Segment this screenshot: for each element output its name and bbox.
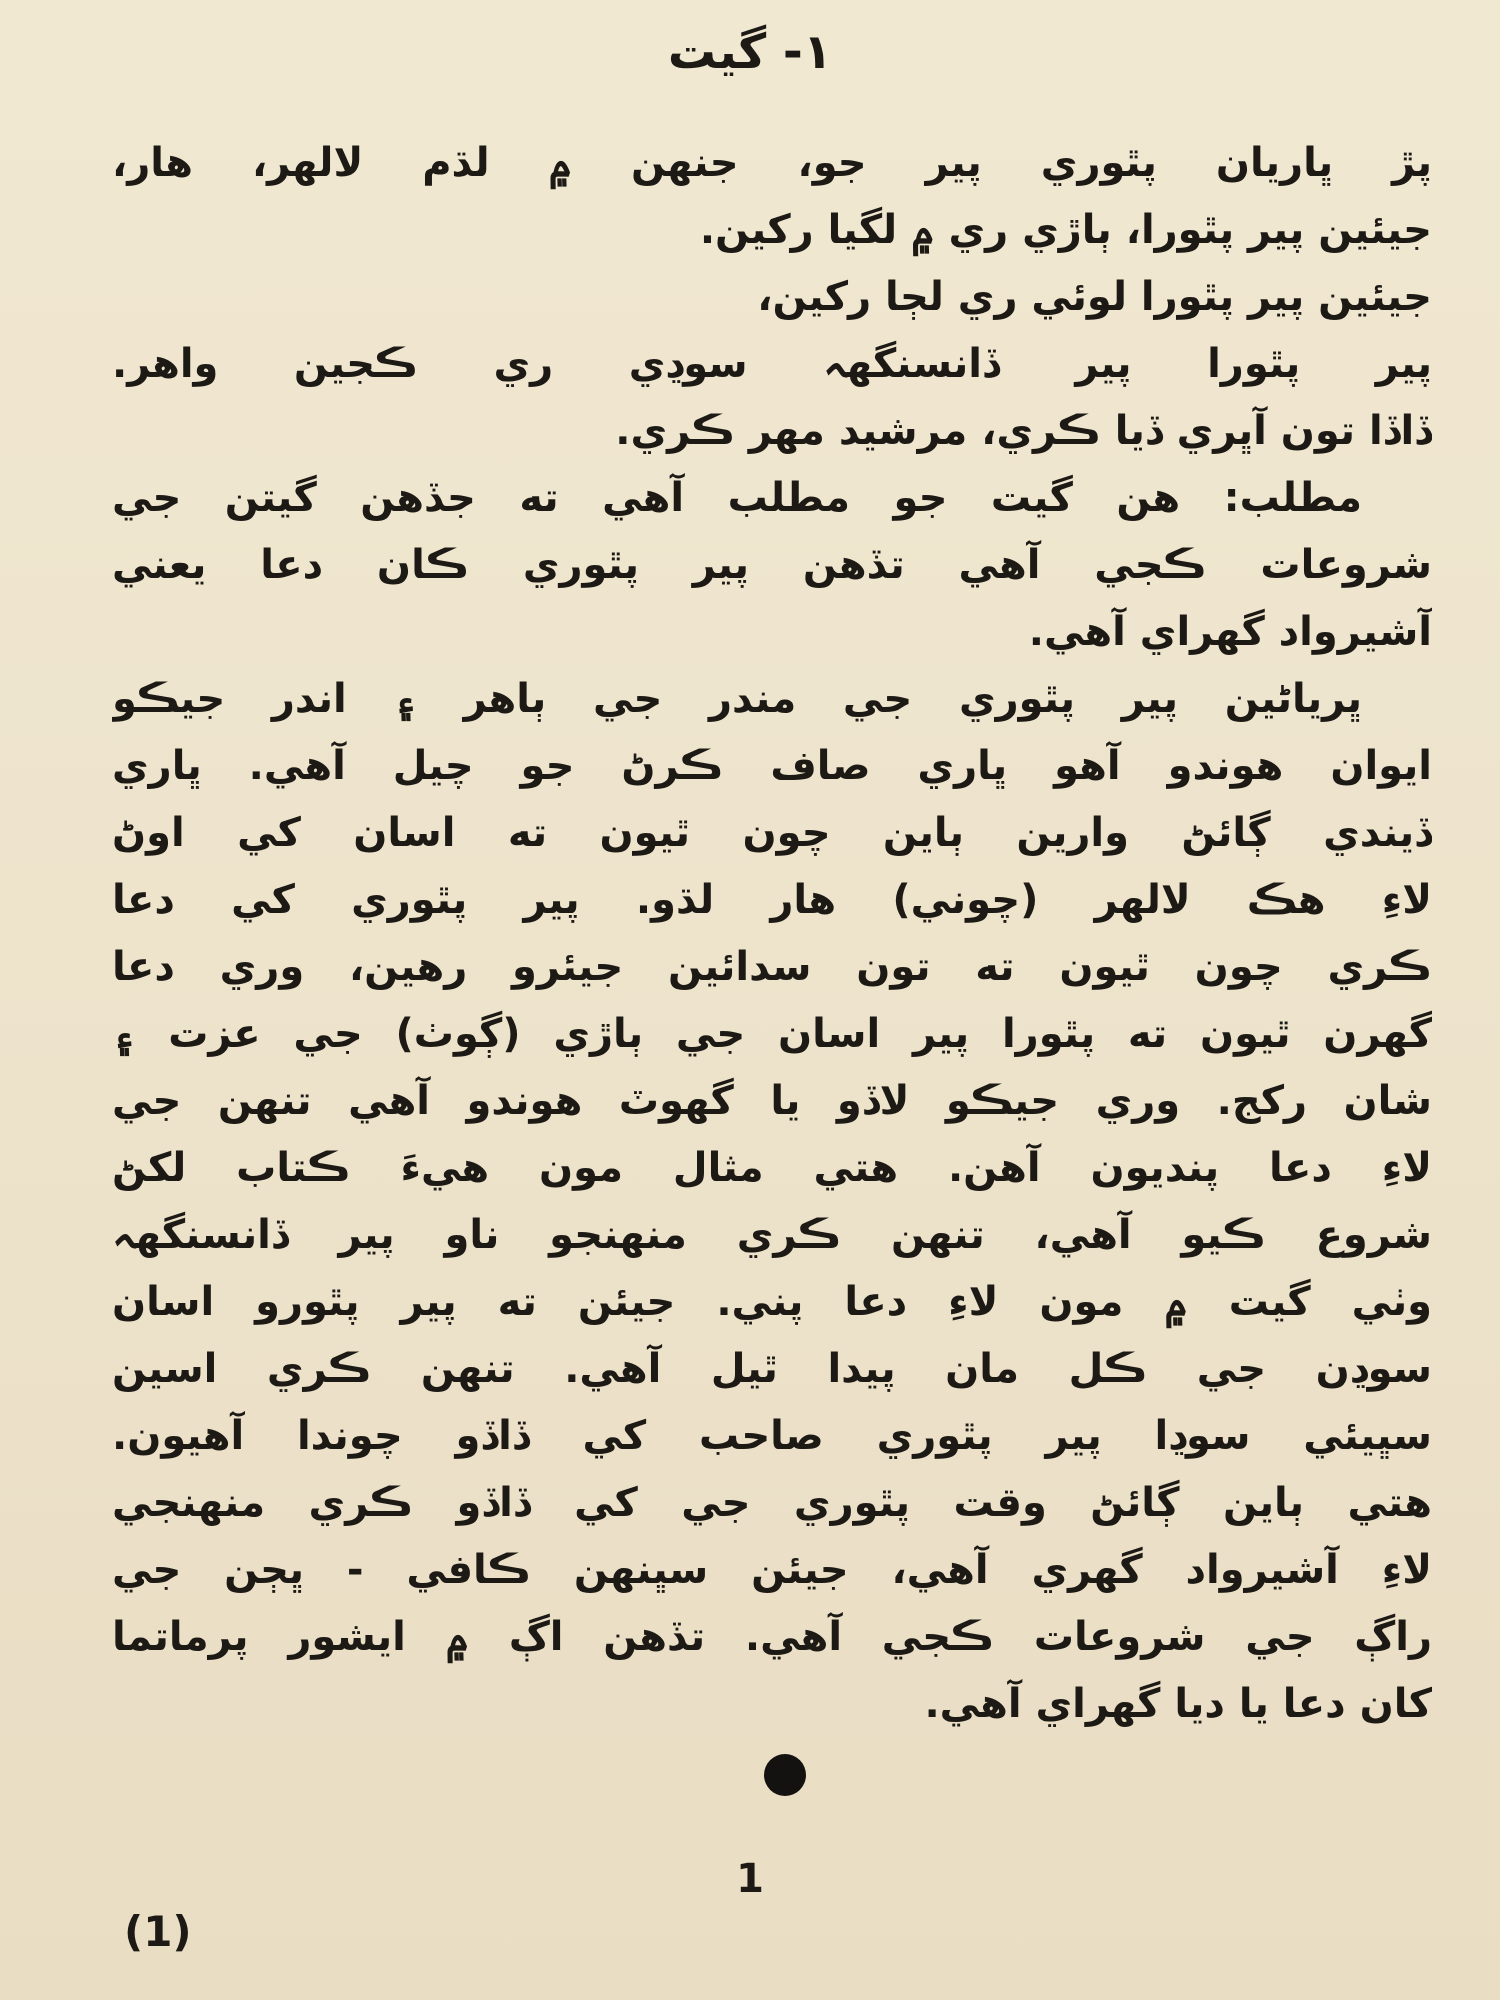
paragraph-line: ڀرياڻين پير پٿوري جي مندر جي ٻاهر ۽ اندر جيڪو bbox=[112, 676, 1362, 722]
paragraph-line: سڀيئي سوڍا پير پٿوري صاحب کي ڏاڏو چوندا آهيون. bbox=[112, 1413, 1432, 1459]
paragraph-line: ڏيندي ڳائڻ وارين ٻاين چون ٿيون ته اسان کي اوڻ bbox=[112, 810, 1432, 856]
text-body bbox=[112, 130, 1432, 1738]
paragraph-line: سوڍن جي ڪل مان پيدا ٿيل آهي. تنهن ڪري اسين bbox=[112, 1346, 1432, 1392]
end-bullet-icon bbox=[764, 1754, 806, 1796]
paragraph-line: لاءِ آشيرواد گهري آهي، جيئن سڀنهن ڪافي - ڀڄن جي bbox=[112, 1547, 1432, 1593]
paragraph-line: لاءِ دعا پنديون آهن. هتي مثال مون هيءَ ڪتاب لکڻ bbox=[112, 1145, 1432, 1191]
paragraph-line: ڪري چون ٿيون ته تون سدائين جيئرو رهين، وري دعا bbox=[112, 944, 1432, 990]
page-number: 1 bbox=[736, 1856, 764, 1902]
paragraph-line: آشيرواد گهراي آهي. bbox=[1028, 609, 1432, 655]
verse-line: جيئين پير پٿورا لوئي ري لڄا رکين، bbox=[757, 274, 1432, 320]
paragraph-line: ايوان هوندو آهو ڀاري صاف ڪرڻ جو چيل آهي. ڀاري bbox=[112, 743, 1432, 789]
paragraph-line: کان دعا يا ديا گهراي آهي. bbox=[924, 1681, 1432, 1727]
paragraph-line: شروع ڪيو آهي، تنهن ڪري منهنجو ناو پير ڏانسنگهہ bbox=[112, 1212, 1432, 1258]
paragraph-line: شان رکج. وري جيڪو لاڏو يا گهوٽ هوندو آهي تنهن جي bbox=[112, 1078, 1432, 1124]
paragraph-line: لاءِ هڪ لالهر (چوني) هار لڌو. پير پٿوري کي دعا bbox=[112, 877, 1432, 923]
sheet-number: (1) bbox=[124, 1907, 192, 1956]
verse-line: پير پٿورا پير ڏانسنگهہ سوڍي ري ڪجين واهر. bbox=[112, 341, 1432, 387]
verse-line: جيئين پير پٿورا، ٻاڙي ري ۾ لگيا رکين. bbox=[699, 207, 1432, 253]
paragraph-line: شروعات ڪجي آهي تڏهن پير پٿوري ڪان دعا يعني bbox=[112, 542, 1432, 588]
page-title: ١- گيت bbox=[667, 24, 833, 80]
paragraph-line: راڳ جي شروعات ڪجي آهي. تڏهن اڳ ۾ ايشور پرماتما bbox=[112, 1614, 1432, 1660]
paragraph-line: هتي ٻاين ڳائڻ وقت پٿوري جي کي ڏاڏو ڪري منهنجي bbox=[112, 1480, 1432, 1526]
paragraph-line: گهرن ٿيون ته پٿورا پير اسان جي ٻاڙي (ڳوٺ) جي عزت ۽ bbox=[112, 1011, 1432, 1057]
verse-line: ڏاڏا تون آڀري ڏيا ڪري، مرشيد مهر ڪري. bbox=[615, 408, 1432, 454]
paragraph-line: مطلب: هن گيت جو مطلب آهي ته جڏهن گيتن جي bbox=[112, 475, 1362, 521]
verse-line: پڙ ڀاريان پٿوري پير جو، جنهن ۾ لڌم لالهر، هار، bbox=[112, 140, 1432, 186]
paragraph-line: وٺي گيت ۾ مون لاءِ دعا پني. جيئن ته پير پٿورو اسان bbox=[112, 1279, 1432, 1325]
